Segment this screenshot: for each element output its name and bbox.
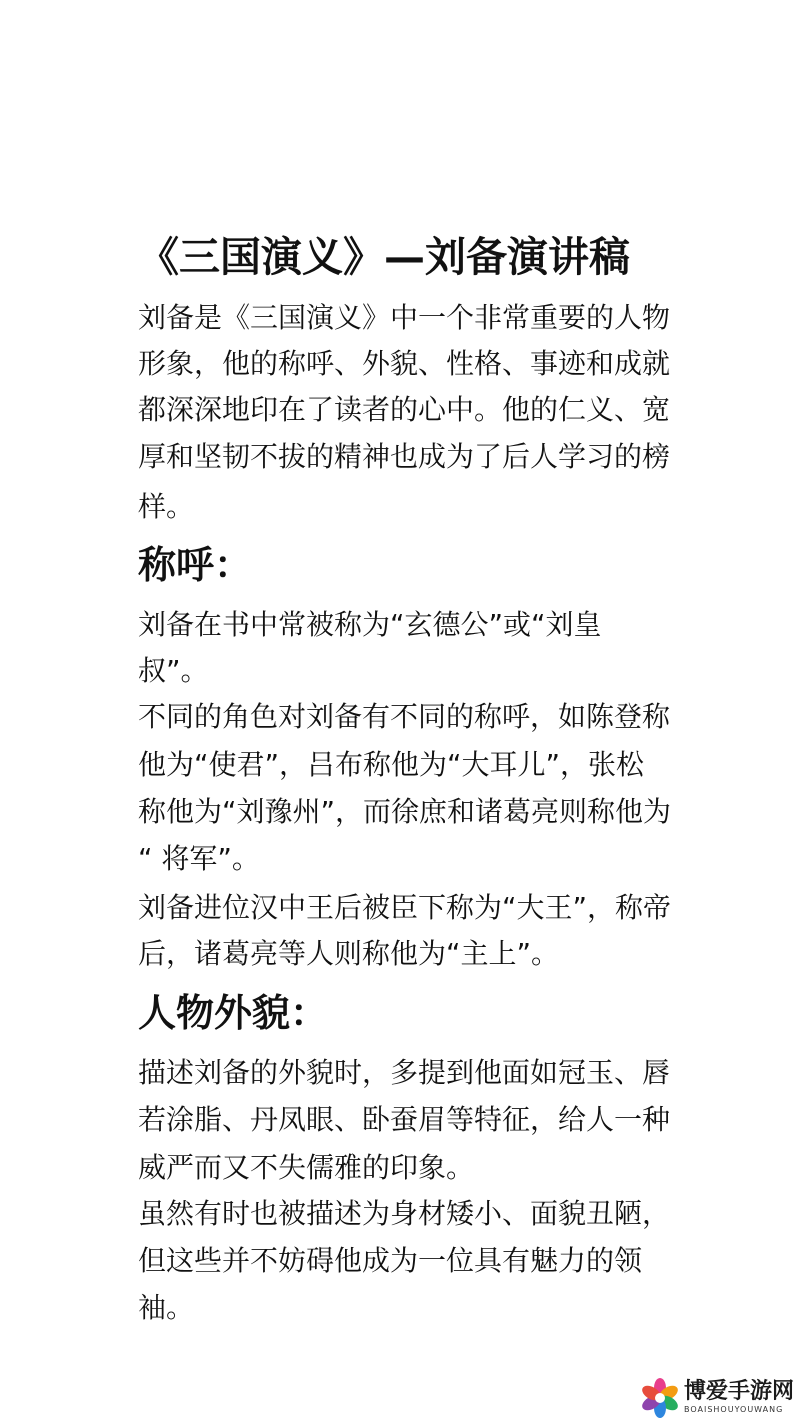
- section-line: 威严而又不失儒雅的印象。: [138, 1151, 475, 1184]
- intro-line: 刘备是《三国演义》中一个非常重要的人物: [138, 301, 671, 334]
- section-line: 称他为“刘豫州”，而徐庶和诸葛亮则称他为: [138, 795, 672, 828]
- section-line: 后，诸葛亮等人则称他为“主上”。: [138, 937, 560, 970]
- intro-line: 都深深地印在了读者的心中。他的仁义、宽: [138, 393, 671, 426]
- flower-logo-icon: [640, 1378, 680, 1418]
- section-line: 若涂脂、丹凤眼、卧蚕眉等特征，给人一种: [138, 1103, 671, 1136]
- section-line: “ 将军”。: [138, 842, 260, 875]
- section-line: 他为“使君”，吕布称他为“大耳儿”，张松: [138, 748, 645, 781]
- section-line: 描述刘备的外貌时，多提到他面如冠玉、唇: [138, 1056, 671, 1089]
- section-line: 刘备在书中常被称为“玄德公”或“刘皇: [138, 608, 602, 641]
- document-title: 《三国演义》—刘备演讲稿: [138, 233, 630, 281]
- intro-line: 厚和坚韧不拔的精神也成为了后人学习的榜: [138, 440, 671, 473]
- intro-line: 样。: [138, 490, 195, 523]
- section-heading-appearance: 人物外貌：: [138, 991, 329, 1035]
- watermark-name: 博爱手游网: [684, 1379, 795, 1404]
- section-line: 袖。: [138, 1291, 195, 1324]
- section-line: 刘备进位汉中王后被臣下称为“大王”，称帝: [138, 891, 672, 924]
- section-heading-title-forms: 称呼：: [138, 543, 253, 587]
- section-line: 虽然有时也被描述为身材矮小、面貌丑陋，: [138, 1197, 671, 1230]
- section-line: 叔”。: [138, 654, 209, 687]
- watermark-logo: [640, 1378, 795, 1418]
- section-line: 不同的角色对刘备有不同的称呼，如陈登称: [138, 700, 671, 733]
- intro-line: 形象，他的称呼、外貌、性格、事迹和成就: [138, 347, 671, 380]
- section-line: 但这些并不妨碍他成为一位具有魅力的领: [138, 1244, 643, 1277]
- watermark-subtitle: BOAISHOUYOUWANG: [684, 1405, 784, 1414]
